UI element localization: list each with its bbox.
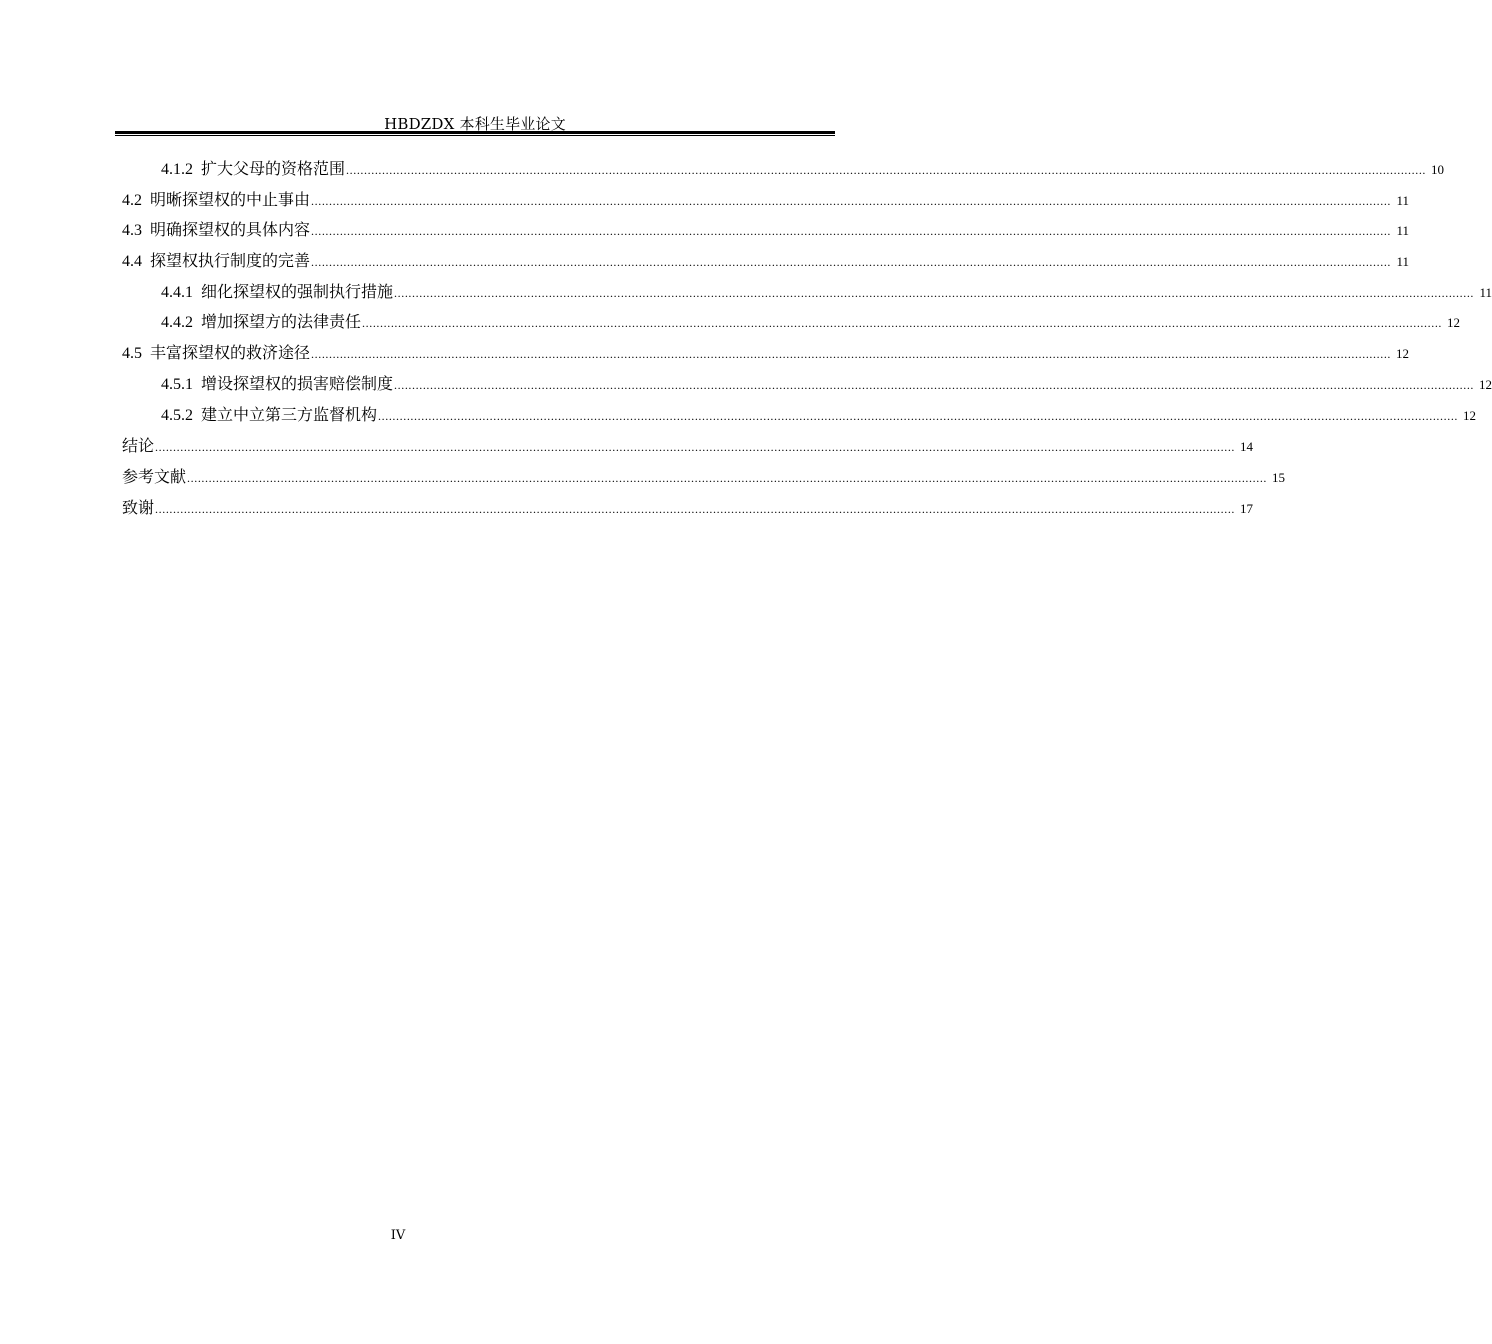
toc-entry-page: 12 <box>1463 407 1477 423</box>
toc-entry-title: 增加探望方的法律责任 <box>201 314 362 332</box>
page-number: IV <box>390 1228 406 1243</box>
toc-entry-page: 11 <box>1396 223 1410 239</box>
toc-entry-page: 12 <box>1447 315 1461 331</box>
toc-entry[interactable] <box>122 247 1410 278</box>
toc-leader-dots: ............................................................................................................................................................................................................................................................................................................ <box>346 163 1427 177</box>
toc-entry-number: 4.5.2 <box>161 406 193 424</box>
toc-leader-dots: ............................................................................................................................................................................................................................................................................................................ <box>311 347 1392 362</box>
toc-leader-dots: ............................................................................................................................................................................................................................................................................................................ <box>311 193 1392 208</box>
toc-entry-number: 4.4.2 <box>161 314 193 332</box>
toc-leader-dots: ............................................................................................................................................................................................................................................................................................................ <box>155 440 1236 455</box>
toc-entry-page: 11 <box>1396 192 1410 208</box>
toc-leader-dots: ............................................................................................................................................................................................................................................................................................................ <box>187 470 1268 485</box>
page-header: HBDZDX 本科生毕业论文 <box>384 115 566 133</box>
toc-entry[interactable] <box>122 431 1254 462</box>
header-rule <box>115 131 835 136</box>
toc-entry[interactable] <box>122 493 1254 524</box>
toc-entry-title: 致谢 <box>122 497 155 517</box>
toc-entry-page: 11 <box>1479 284 1492 300</box>
toc-entry[interactable] <box>122 278 1492 309</box>
toc-entry-title: 增设探望权的损害赔偿制度 <box>201 375 394 393</box>
toc-entry-number: 4.3 <box>122 222 142 240</box>
toc-entry[interactable] <box>122 308 1461 339</box>
toc-entry-title: 探望权执行制度的完善 <box>150 253 311 271</box>
toc-entry-title: 细化探望权的强制执行措施 <box>201 283 394 301</box>
toc-entry-title: 明晰探望权的中止事由 <box>150 191 311 209</box>
toc-entry-number: 4.1.2 <box>161 161 193 178</box>
toc-entry[interactable] <box>122 462 1286 493</box>
toc-entry-number: 4.2 <box>122 191 142 209</box>
toc-leader-dots: ............................................................................................................................................................................................................................................................................................................ <box>311 255 1392 270</box>
toc-entry-page: 15 <box>1272 469 1286 485</box>
toc-entry-page: 12 <box>1396 346 1410 362</box>
table-of-contents <box>122 155 1492 523</box>
toc-leader-dots: ............................................................................................................................................................................................................................................................................................................ <box>362 316 1443 331</box>
toc-entry[interactable] <box>122 370 1492 401</box>
toc-entry-title: 结论 <box>122 436 155 456</box>
toc-entry-page: 10 <box>1431 162 1445 177</box>
toc-entry-page: 17 <box>1240 500 1254 516</box>
toc-entry-title: 明确探望权的具体内容 <box>150 222 311 240</box>
toc-entry-page: 14 <box>1240 439 1254 455</box>
toc-entry[interactable] <box>122 216 1410 247</box>
toc-entry-title: 建立中立第三方监督机构 <box>201 406 378 424</box>
toc-leader-dots: ............................................................................................................................................................................................................................................................................................................ <box>394 377 1475 392</box>
toc-entry-number: 4.5.1 <box>161 375 193 393</box>
toc-entry-number: 4.5 <box>122 345 142 363</box>
toc-entry[interactable] <box>122 339 1410 370</box>
toc-leader-dots: ............................................................................................................................................................................................................................................................................................................ <box>155 501 1236 516</box>
toc-entry-title: 参考文献 <box>122 466 187 486</box>
toc-leader-dots: ............................................................................................................................................................................................................................................................................................................ <box>394 285 1475 300</box>
toc-entry[interactable] <box>122 186 1410 217</box>
toc-leader-dots: ............................................................................................................................................................................................................................................................................................................ <box>378 408 1459 423</box>
toc-entry[interactable] <box>122 401 1477 432</box>
toc-entry-page: 12 <box>1479 376 1492 392</box>
toc-entry-number: 4.4 <box>122 253 142 271</box>
toc-entry-title: 丰富探望权的救济途径 <box>150 345 311 363</box>
toc-entry-title: 扩大父母的资格范围 <box>201 161 346 178</box>
toc-entry-page: 11 <box>1396 254 1410 270</box>
toc-entry-number: 4.4.1 <box>161 283 193 301</box>
toc-entry[interactable] <box>122 155 1445 186</box>
toc-leader-dots: ............................................................................................................................................................................................................................................................................................................ <box>311 224 1392 239</box>
